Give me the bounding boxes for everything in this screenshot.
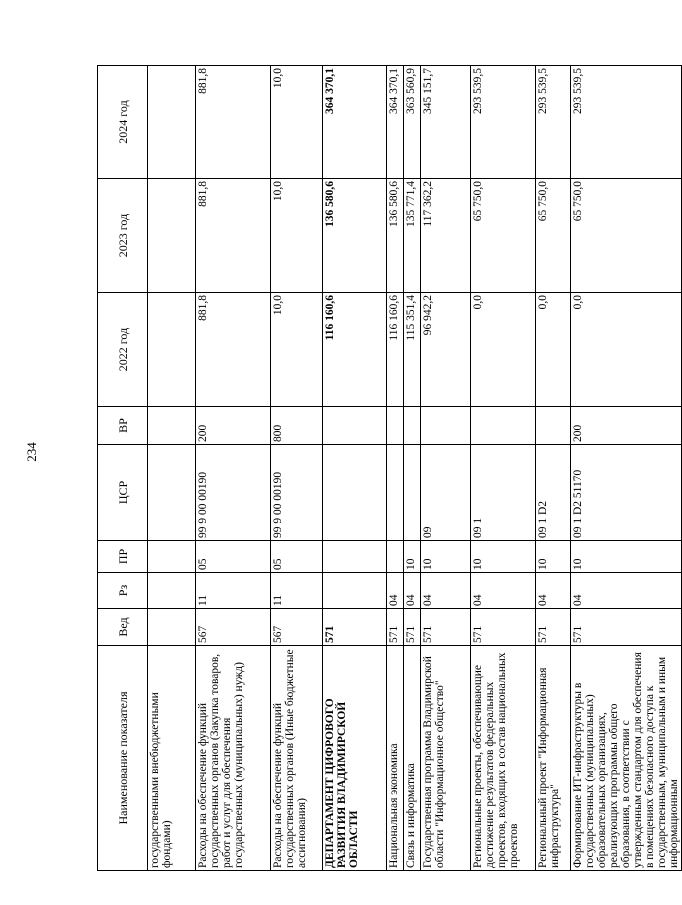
header-row <box>98 66 148 871</box>
cell-y2023: 136 580,6 <box>387 179 404 293</box>
cell-y2023: 117 362,2 <box>421 179 471 293</box>
cell-ved: 571 <box>421 609 471 646</box>
cell-rz <box>148 573 196 609</box>
cell-vr: 200 <box>196 407 271 445</box>
cell-vr <box>148 407 196 445</box>
cell-pr <box>148 541 196 573</box>
cell-rz: 04 <box>471 573 536 609</box>
cell-y2024: 364 370,1 <box>323 66 387 179</box>
table-row <box>387 66 404 871</box>
cell-name: ДЕПАРТАМЕНТ ЦИФРОВОГО РАЗВИТИЯ ВЛАДИМИРСКОЙ ОБЛАСТИ <box>323 646 387 871</box>
cell-name: Формирование ИТ-инфраструктуры в государственных (муниципальных) образовательных организациях, реализующих программы общего образования, в соответствии с утвержденным стандартом для обеспечения в помещениях безопасного доступа к государственным, муниципальным и иным информационным <box>571 646 682 871</box>
cell-vr <box>387 407 404 445</box>
cell-ved: 571 <box>571 609 682 646</box>
cell-y2022: 0,0 <box>471 293 536 407</box>
cell-y2024: 10,0 <box>271 66 323 179</box>
cell-name: Региональный проект "Информационная инфраструктура" <box>536 646 571 871</box>
cell-vr <box>471 407 536 445</box>
cell-csr <box>404 445 421 541</box>
cell-rz: 04 <box>571 573 682 609</box>
cell-y2023: 65 750,0 <box>571 179 682 293</box>
cell-name: государственными внебюджетными фондами) <box>148 646 196 871</box>
cell-vr: 200 <box>571 407 682 445</box>
cell-vr: 800 <box>271 407 323 445</box>
cell-y2022 <box>148 293 196 407</box>
header-name: Наименование показателя <box>98 646 148 871</box>
cell-y2024: 293 539,5 <box>536 66 571 179</box>
cell-ved: 567 <box>196 609 271 646</box>
cell-pr: 10 <box>421 541 471 573</box>
cell-rz: 11 <box>196 573 271 609</box>
cell-y2022: 881,8 <box>196 293 271 407</box>
cell-y2023: 65 750,0 <box>471 179 536 293</box>
header-rz: Рз <box>98 573 148 609</box>
cell-y2022: 0,0 <box>571 293 682 407</box>
table-row <box>271 66 323 871</box>
cell-csr: 09 1 D2 <box>536 445 571 541</box>
cell-csr: 99 9 00 00190 <box>271 445 323 541</box>
cell-name: Государственная программа Владимирской области "Информационное общество" <box>421 646 471 871</box>
cell-ved: 571 <box>404 609 421 646</box>
cell-y2024: 293 539,5 <box>471 66 536 179</box>
cell-vr <box>404 407 421 445</box>
cell-y2023: 136 580,6 <box>323 179 387 293</box>
cell-y2022: 10,0 <box>271 293 323 407</box>
cell-csr <box>387 445 404 541</box>
cell-rz: 04 <box>536 573 571 609</box>
header-ved: Вед <box>98 609 148 646</box>
cell-rz: 11 <box>271 573 323 609</box>
cell-csr <box>148 445 196 541</box>
cell-y2024 <box>148 66 196 179</box>
table-row <box>421 66 471 871</box>
cell-csr: 09 1 D2 51170 <box>571 445 682 541</box>
table-row <box>536 66 571 871</box>
cell-y2024: 293 539,5 <box>571 66 682 179</box>
header-pr: ПР <box>98 541 148 573</box>
cell-rz <box>323 573 387 609</box>
cell-y2024: 345 151,7 <box>421 66 471 179</box>
cell-name: Региональные проекты, обеспечивающие достижение результатов федеральных проектов, входящих в состав национальных проектов <box>471 646 536 871</box>
table-row <box>323 66 387 871</box>
cell-csr: 09 <box>421 445 471 541</box>
rotated-table-container <box>97 66 680 871</box>
cell-pr: 10 <box>404 541 421 573</box>
cell-vr <box>421 407 471 445</box>
cell-ved: 567 <box>271 609 323 646</box>
cell-y2023: 65 750,0 <box>536 179 571 293</box>
header-2024: 2024 год <box>98 66 148 179</box>
cell-rz: 04 <box>404 573 421 609</box>
cell-y2024: 363 560,9 <box>404 66 421 179</box>
header-vr: ВР <box>98 407 148 445</box>
cell-y2023: 10,0 <box>271 179 323 293</box>
cell-name: Расходы на обеспечение функций государственных органов (Закупка товаров, работ и услуг для обеспечения государственных (муниципальных) нужд) <box>196 646 271 871</box>
cell-pr: 10 <box>571 541 682 573</box>
cell-name: Связь и информатика <box>404 646 421 871</box>
cell-y2022: 0,0 <box>536 293 571 407</box>
cell-pr <box>387 541 404 573</box>
cell-y2023: 135 771,4 <box>404 179 421 293</box>
cell-y2024: 881,8 <box>196 66 271 179</box>
header-2022: 2022 год <box>98 293 148 407</box>
cell-rz: 04 <box>421 573 471 609</box>
cell-y2022: 115 351,4 <box>404 293 421 407</box>
cell-pr: 05 <box>271 541 323 573</box>
header-csr: ЦСР <box>98 445 148 541</box>
budget-table <box>97 65 682 871</box>
cell-y2022: 116 160,6 <box>323 293 387 407</box>
cell-csr: 09 1 <box>471 445 536 541</box>
cell-vr <box>536 407 571 445</box>
cell-pr: 10 <box>536 541 571 573</box>
table-row <box>571 66 682 871</box>
cell-rz: 04 <box>387 573 404 609</box>
cell-y2023 <box>148 179 196 293</box>
cell-csr: 99 9 00 00190 <box>196 445 271 541</box>
cell-pr: 10 <box>471 541 536 573</box>
cell-ved: 571 <box>536 609 571 646</box>
page-number: 234 <box>24 442 39 462</box>
cell-csr <box>323 445 387 541</box>
cell-y2022: 116 160,6 <box>387 293 404 407</box>
cell-y2023: 881,8 <box>196 179 271 293</box>
table-row <box>471 66 536 871</box>
header-2023: 2023 год <box>98 179 148 293</box>
cell-ved: 571 <box>387 609 404 646</box>
cell-name: Национальная экономика <box>387 646 404 871</box>
cell-pr: 05 <box>196 541 271 573</box>
cell-pr <box>323 541 387 573</box>
cell-ved: 571 <box>323 609 387 646</box>
table-row <box>148 66 196 871</box>
table-row <box>196 66 271 871</box>
cell-y2022: 96 942,2 <box>421 293 471 407</box>
cell-y2024: 364 370,1 <box>387 66 404 179</box>
table-row <box>404 66 421 871</box>
cell-name: Расходы на обеспечение функций государственных органов (Иные бюджетные ассигнования) <box>271 646 323 871</box>
cell-ved <box>148 609 196 646</box>
cell-vr <box>323 407 387 445</box>
cell-ved: 571 <box>471 609 536 646</box>
